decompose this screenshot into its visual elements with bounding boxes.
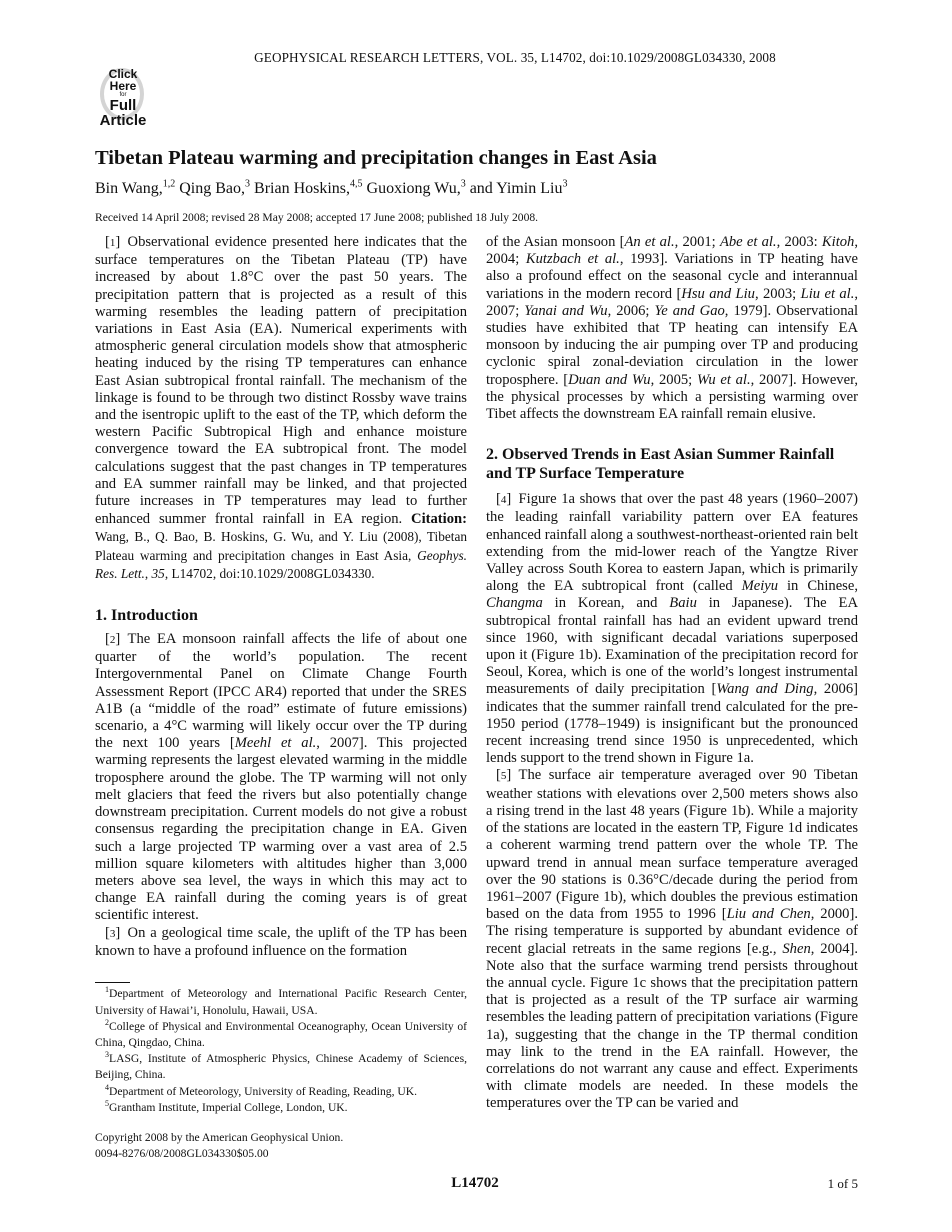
article-id-footer: L14702 [451, 1175, 499, 1191]
author-affiliation: 4,5 [350, 178, 363, 190]
paragraph-number-value: 1 [109, 237, 116, 249]
footnote [95, 1051, 467, 1083]
paragraph-number-value: 5 [500, 770, 507, 783]
journal-header: GEOPHYSICAL RESEARCH LETTERS, VOL. 35, L14702, doi:10.1029/2008GL034330, 2008 [254, 50, 776, 65]
text-run: , 2007; [486, 285, 859, 319]
logo-text: for [119, 92, 127, 98]
two-column-layout [95, 234, 858, 1162]
paragraph [95, 631, 467, 924]
issn-line: 0094-8276/08/2008GL034330$05.00 [95, 1147, 269, 1160]
citation-author: Kitoh [821, 234, 855, 250]
left-column [95, 234, 467, 1162]
footnote-text: College of Physical and Environmental Oceanography, Ocean University of China, Qingdao, China. [95, 1019, 467, 1049]
citation-journal: Geophys. Res. Lett. [95, 547, 467, 581]
footnote-divider [95, 982, 130, 983]
citation-author: Meehl et al. [234, 735, 317, 752]
paragraph [486, 767, 858, 1112]
text-run: , 2007]. This projected warming represents the largest elevated warming in the middle troposphere around the globe. The TP warming will not only melt glaciers that feed the rivers but also potentially change downstream precipitation. Current models do not give a robust consensus regarding the precipitation change in EA. Given such a large projected TP warming over a vast area of 2.5 million square kilometers with altitudes higher than 3,000 meters above sea level, the ways in which this may act to change EA rainfall during the coming years is of great scientific interest. [95, 735, 467, 924]
text-run: , 2004; [486, 234, 858, 268]
citation-author: Liu and Chen [726, 906, 811, 923]
citation-text: , [144, 565, 152, 581]
citation-author: Meiyu [741, 578, 779, 595]
right-column-text [486, 234, 858, 1113]
text-run: in Japanese). The EA subtropical frontal rainfall has had an evident upward trend since 1960, with significant decadal variations superposed upon it (Figure 1b). Examination of the precipitation record for Seoul, Korea, which is one of the world’s longest instrumental measurements of daily precipitation [ [486, 595, 858, 698]
author-affiliation: 1,2 [162, 178, 176, 190]
footnote-number: 3 [105, 1050, 109, 1060]
text-run: The EA monsoon rainfall affects the life of about one quarter of the world’s population. The recent Intergovernmental Panel on Climate Change Fourth Assessment Report (IPCC AR4) reported that under the SRES A1B (a “middle of the road” estimate of future emissions) scenario, a 4°C warming will likely occur over the TP during the next 100 years [ [95, 631, 467, 752]
citation-text: , L14702, doi:10.1029/2008GL034330. [164, 565, 375, 581]
text-run: , 2000]. The rising temperature is supported by abundant evidence of recent glacial retreats in the same regions [e.g., [486, 906, 858, 957]
citation-author: Shen [782, 940, 811, 957]
citation-author: Changma [486, 595, 543, 612]
author-name: Bin Wang, [95, 180, 163, 197]
footnote [95, 1019, 467, 1051]
logo-text: Full [109, 97, 137, 114]
footnote-text: LASG, Institute of Atmospheric Physics, Chinese Academy of Sciences, Beijing, China. [95, 1052, 467, 1082]
paragraph [95, 925, 467, 960]
citation-author: Wang and Ding [716, 681, 814, 698]
citation-author: Ye and Gao [654, 302, 725, 319]
text-run: Observational evidence presented here indicates that the surface temperatures on the Tibetan Plateau (TP) have increased by about 1.8°C over the past 50 years. The precipitation pattern that is projected as a result of this warming resembles the leading pattern of precipitation variations in East Asia (EA). Numerical experiments with atmospheric general circulation models show that atmospheric heating induced by the rising TP temperatures can enhance East Asian subtropical frontal rainfall. The mechanism of the linkage is found to be through two distinct Rossby wave trains and the isentropic uplift to the east of the TP, which deform the western Pacific Subtropical High and enhance moisture convergence toward the EA subtropical front. The model calculations suggest that the past changes in TP temperatures and EA summer rainfall may be linked, and that projected future increases in TP temperatures may lead to further enhanced summer frontal rainfall in EA region. [95, 234, 467, 528]
full-article-link-logo[interactable] [94, 68, 152, 128]
paragraph [95, 234, 467, 583]
citation-label: Citation: [411, 511, 467, 528]
citation-author: Abe et al. [719, 234, 777, 250]
text-run: On a geological time scale, the uplift of the TP has been known to have a profound influence on the formation [95, 924, 467, 959]
paragraph-number: [2] [105, 631, 128, 648]
author-name: Guoxiong Wu, [366, 180, 461, 197]
citation-author: Kutzbach et al. [525, 251, 620, 268]
logo-text: Click [108, 67, 138, 81]
footnote-number: 4 [105, 1082, 109, 1092]
paragraph [486, 234, 858, 423]
paragraph-number-value: 3 [109, 927, 116, 940]
paragraph-number: [5] [496, 767, 519, 784]
page-number: 1 of 5 [827, 1176, 858, 1191]
author-name: Brian Hoskins, [254, 180, 351, 197]
left-column-text [95, 234, 467, 960]
paragraph-number: [1] [105, 234, 128, 250]
footnote-text: Grantham Institute, Imperial College, London, UK. [109, 1100, 348, 1114]
section-heading: 2. Observed Trends in East Asian Summer Rainfall and TP Surface Temperature [486, 446, 835, 483]
text-run: , 2007]. However, the physical processes by which a persisting warming over Tibet affects the downstream EA rainfall remain elusive. [486, 371, 858, 423]
page-footer [95, 1174, 858, 1196]
citation-journal: 35 [151, 565, 165, 581]
footnote-number: 5 [105, 1098, 109, 1108]
logo-text: Article [99, 112, 147, 129]
right-column [486, 234, 858, 1162]
text-run: , 2005; [650, 371, 697, 388]
affiliation-footnotes [95, 986, 467, 1116]
text-run: , 1993]. Variations in TP heating have also a profound effect on the seasonal cycle and interannual variations in the modern record [ [486, 251, 859, 302]
author-affiliation: 3 [460, 178, 466, 190]
footnote-text: Department of Meteorology and International Pacific Research Center, University of Hawai’i, Honolulu, Hawaii, USA. [95, 987, 467, 1017]
citation-text: Wang, B., Q. Bao, B. Hoskins, G. Wu, and Y. Liu (2008), Tibetan Plateau warming and precipitation changes in East Asia, [95, 529, 467, 563]
article-body [95, 234, 858, 1196]
author-list [95, 178, 567, 200]
text-run: of the Asian monsoon [ [486, 234, 625, 250]
text-run: , 2006; [607, 302, 655, 319]
section-heading: 1. Introduction [95, 607, 198, 625]
paragraph-number: [4] [496, 491, 519, 508]
paragraph-number: [3] [105, 924, 128, 941]
text-run: , 1979]. Observational studies have exhibited that TP heating can intensify EA monsoon by inducing the air pumping over TP and producing cyclonic spiral zonal-deviation circulation in the lower troposphere. [ [486, 302, 859, 388]
text-run: in Korean, and [542, 595, 670, 612]
left-column-footer [95, 968, 467, 1162]
citation-author: Hsu and Liu [681, 285, 755, 302]
text-run: , 2006] indicates that the summer rainfall trend calculated for the pre-1950 period (1778–1949) is insignificant but the pronounced recent increasing trend since 1950 is unprecedented, which lends support to the trend shown in Figure 1a. [486, 681, 858, 767]
text-run: , 2003; [754, 285, 801, 302]
author-name: Qing Bao, [179, 180, 246, 197]
footnote [95, 986, 467, 1018]
citation-author: An et al. [624, 234, 675, 250]
citation-author: Liu et al. [800, 285, 855, 302]
footnote-text: Department of Meteorology, University of Reading, Reading, UK. [109, 1084, 418, 1098]
text-run: Figure 1a shows that over the past 48 years (1960–2007) the leading rainfall variability pattern over EA features enhanced rainfall along a southwest-northeast-oriented rain belt extending from the mid-lower reach of the Yangtze River Valley across South Korea to eastern Japan, which is primarily along the EA subtropical front (called [486, 491, 858, 595]
footnote [95, 1084, 467, 1100]
author-affiliation: 3 [562, 178, 568, 190]
citation-author: Duan and Wu [568, 371, 651, 388]
paragraph-number-value: 2 [109, 634, 116, 647]
footnote-number: 1 [105, 985, 109, 995]
paragraph [486, 491, 858, 767]
author-name: and Yimin Liu [469, 180, 563, 197]
copyright-line: Copyright 2008 by the American Geophysical Union. [95, 1131, 344, 1144]
text-run: , 2001; [674, 234, 720, 250]
text-run: , 2004]. Note also that the surface warming trend persists throughout the annual cycle. Figure 1c shows that the precipitation pattern that is projected as a result of the TP surface air warming resembles the leading pattern of precipitation variations (Figure 1a), suggesting that the change in the TP thermal condition may link to the trend in the EA rainfall. However, the correlations do not warrant any cause and effect. Experiments with climate models are needed. In these models the temperatures over the TP can be varied and [486, 940, 858, 1112]
text-run: , 2003: [776, 234, 822, 250]
footnote-number: 2 [105, 1017, 109, 1027]
copyright-notice [95, 1130, 467, 1162]
citation-author: Yanai and Wu [524, 302, 608, 319]
text-run: in Chinese, [778, 578, 858, 595]
citation-author: Baiu [669, 595, 697, 612]
logo-text: Here [109, 79, 137, 93]
footnote [95, 1100, 467, 1116]
text-run: The surface air temperature averaged over 90 Tibetan weather stations with elevations over 2,500 meters shows also a rising trend in the last 48 years (Figure 1b). While a majority of the stations are located in the eastern TP, Figure 1d indicates a coherent warming trend pattern over the whole TP. The upward trend in annual mean surface temperature averaged over the 90 stations is 0.36°C/decade during the period from 1961–2007 (Figure 1b), which doubles the previous estimation based on the data from 1955 to 1996 [ [486, 767, 858, 923]
article-title: Tibetan Plateau warming and precipitation changes in East Asia [95, 147, 657, 169]
paragraph-number-value: 4 [500, 494, 507, 507]
author-affiliation: 3 [245, 178, 251, 190]
received-dates: Received 14 April 2008; revised 28 May 2008; accepted 17 June 2008; published 18 July 2008. [95, 211, 539, 224]
citation-author: Wu et al. [696, 371, 751, 388]
